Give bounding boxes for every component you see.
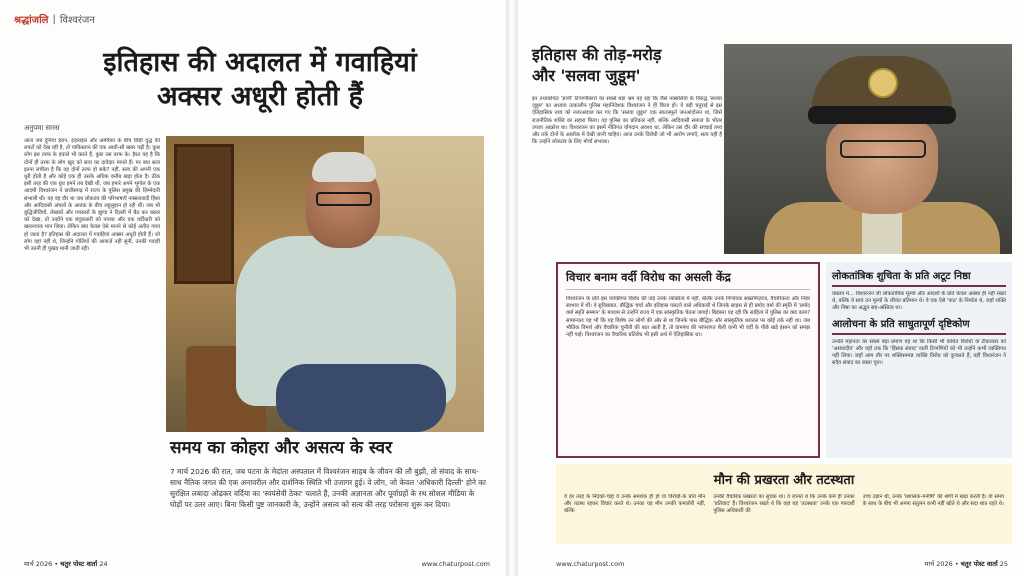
photo-officer-glasses xyxy=(840,140,926,158)
folio-magazine: चतुर पोस्ट वार्ता xyxy=(960,560,998,568)
pull-quote: 7 मार्च 2026 की रात, जब पटना के मेदांता अस्पताल में विश्वरंजन साहब के जीवन की लौ बुझी, तो संवाद के साथ-साथ नैतिक जगत की एक अनावरील और दार्शनिक स्थिति भी उजागर हुई। वे लोग, जो केवल 'अधिकारी दिल्ली' होने का सुरक्षित लबादा ओढ़कर वर्दिया का 'स्वयंसेवी ठेका' चलाते हैं, उनकी अज्ञानता और पूर्वाग्रहों के रथ सोशल मीडिया के घोड़ों पर उतर आए। बिना किसी पुष्ट जानकारी के, उन्होंने असत्य को सत्य की तरह परोसना शुरू कर दिया। xyxy=(170,467,486,509)
photo-cap-badge-icon xyxy=(868,68,898,98)
byline: अनुपमा सारस xyxy=(24,124,60,132)
left-subheading: समय का कोहरा और असत्य के स्वर xyxy=(170,438,393,458)
left-column-paragraph: आज जब दुनिया ईरान, इज़राइल और अमेरिका के बीच छिड़ी युद्ध की लपटों को देख रही है, तो पाकिस्तान की एक आधी-सी खबर पढ़ी है। कुछ लोग इस तरफ के हवाले भी करते हैं, कुछ उस तरफ के। हैरत यह है कि दोनों ही तरफ के लोग खुद को सत्य का दावेदार मानते हैं। पर क्या सत्य इतना लचीला है कि वह दोनों तरफ हो सके? नहीं, सत्य की अपनी एक धुरी होती है और कोई एक ही उसके अधिक करीब खड़ा होता है। ठीक इसी तरह की एक धुंध हमने तब देखी थी, जब हमारे अपने भूगोल के एक आदमी विश्वरंजन ने छत्तीसगढ़ में राज्य के पुलिस प्रमुख की ज़िम्मेदारी संभाली थी। यह वह दौर था जब लोकतंत्र की परिभाषाएँ नक्सलवादी हिंसा और आदिवासी अंचलों के आतंक के बीच लहूलुहान हो रही थीं। जब भी बुद्धिजीवियों, लेखकों और पत्रकारों के झुण्ड ने दिल्ली में बैठ कर बस्तर को देखा, तो उन्होंने एक बंदूकधारी को नायक और एक वर्दीधारी को खलनायक मान लिया। लेकिन क्या केवल ऐसे मानने से कोई अतीत न्याय हो जाता है? इतिहास की अदालत में गवाहियां अक्सर अधूरी होती हैं। जो लोग वहां नहीं थे, जिन्होंने गोलियों की आवाज़ें नहीं सुनीं, उनकी गवाही भी उतनी ही पुख्ता मानी जाती रही। xyxy=(24,138,160,253)
left-column-text xyxy=(24,138,160,546)
folio-divider: • xyxy=(954,560,961,568)
bottom-band xyxy=(556,464,1012,544)
right-intro-text xyxy=(532,96,722,246)
right-folio-url[interactable]: www.chaturpost.com xyxy=(556,560,625,568)
side-text-2 xyxy=(832,339,1006,371)
bottom-col-2: उनकी वैचारिक प्रखरता का सूचक था। वे जानते थे कि उनके कर्म ही उनका 'प्रतिवाद' हैं। विश्वरंजन रखते थे कि वहां यह 'तटस्थता' उनके एक पारदर्शी पुलिस अधिकारी की xyxy=(713,494,855,515)
folio-page-number: 25 xyxy=(999,560,1008,568)
left-page xyxy=(0,0,506,576)
folio-divider: • xyxy=(54,560,61,568)
headline-line-2: अक्सर अधूरी होती हैं xyxy=(157,81,363,112)
right-page xyxy=(518,0,1024,576)
photo-hair xyxy=(312,152,376,182)
portrait-photo xyxy=(166,136,484,432)
photo-window xyxy=(174,144,234,284)
right-intro-paragraph: इन तथाकथित 'ज्ञानी' टिप्पणीकारों का सबसे बड़ा भ्रम यह रहा कि जैसे नक्सलियों के विरुद्ध 'सलवा जुडूम' का अध्याय तत्कालीन पुलिस महानिदेशक विश्वरंजन ने ही किया हो। ये बड़ी चतुराई से इस ऐतिहासिक तथ्य को नजरअंदाज कर गए कि 'सलवा जुडूम' एक स्वतःस्फूर्त जनआंदोलन था, जिसे राजनीतिक शक्ति का सहारा मिला। यह पुलिस का प्रतिकार नहीं, बल्कि आदिवासी समाज के भीतर उपजा आक्रोश था। विश्वरंजन का इसमें नीतिगत योगदान अवश्य था, लेकिन उस दौर की सच्चाई तथ्य और तर्क दोनों के आलोक में देखी जानी चाहिए। आज उनके विरोधी जो भी आरोप लगाएँ, सत्य यही है कि उन्होंने लोकतंत्र के लिए मोर्चा संभाला। xyxy=(532,96,722,146)
section-separator: | xyxy=(52,13,56,25)
side-panel xyxy=(826,262,1012,458)
folio-date: मार्च 2026 xyxy=(24,560,53,568)
section-label-tribute: श्रद्धांजलि xyxy=(14,15,49,26)
page-gutter xyxy=(506,0,518,576)
side-paragraph-1: वास्तव में... विश्वरंजन जी लोकतांत्रिक मूल्यों और आदर्शों के प्रति केवल आस्था ही नहीं रखते थे, बल्कि वे स्वयं उन मूल्यों के जीवंत प्रतिमान थे। वे एक ऐसे 'पाठ' के निर्माता थे, जहाँ शक्ति और निष्ठा का अद्भुत सह-अस्तित्व था। xyxy=(832,291,1006,312)
bottom-col-1: वे हर तरह के निंदकों-चाहे वे उनके समर्थक ही हों या विरोधी-के प्रति मौन और तटस्थ रहकर विचार करते थे। उनका यह मौन उनकी कमजोरी नहीं, बल्कि xyxy=(564,494,706,515)
photo-face xyxy=(826,118,938,214)
left-folio-url[interactable]: www.chaturpost.com xyxy=(421,560,490,568)
folio-magazine: चतुर पोस्ट वार्ता xyxy=(60,560,98,568)
bottom-columns xyxy=(564,494,1004,516)
left-folio xyxy=(24,559,108,568)
right-headline xyxy=(532,44,712,86)
folio-date: मार्च 2026 xyxy=(924,560,953,568)
section-label-name: विश्वरंजन xyxy=(59,15,95,26)
folio-page-number: 24 xyxy=(99,560,108,568)
main-headline xyxy=(30,46,490,114)
bottom-title: मौन की प्रखरता और तटस्थता xyxy=(713,473,855,488)
side-title-2: आलोचना के प्रति साधुतापूर्ण दृष्टिकोण xyxy=(832,316,1006,335)
photo-legs xyxy=(276,364,446,432)
officer-photo xyxy=(724,44,1012,254)
right-headline-line-2: और 'सलवा जुडूम' xyxy=(532,66,641,85)
side-paragraph-2: उनकी महानता का सबसे बड़ा प्रमाण यह था कि किसी भी कथित विरोधी या टीकाकार को 'असंवादीय' और यहाँ तक कि 'हिंसक संवाद' वाली टिप्पणियों को भी उन्होंने कभी व्यक्तिगत नहीं लिया। जहाँ आम तौर पर शक्तिसम्पन्न व्यक्ति विरोध को कुचलते हैं, वहीं विश्वरंजन ने सदैव संवाद का रास्ता चुना। xyxy=(832,338,1006,367)
photo-cap-band xyxy=(808,106,956,124)
bottom-col-3: उच्च उड़ान थी, उनके 'प्रशासक-मनीषी' की श्रेणी में खड़ा करती है। वो समय के साथ के बीच भी अपना संतुलन कभी नहीं खोते थे और सदा शांत रहते थे। xyxy=(862,494,1004,508)
box-paragraph: विश्वरंजन के प्रति इस व्यक्तिगत विरोध की जड़ें उनके व्यक्तित्व में नहीं, बल्कि उनके निर्णायक सख्तमिज़ाज, वैचारिकता और निडर स्वभाव में थीं। वे सुविख्यात, बौद्धिक चर्चा और इतिहास पलटने वाले अधिकारी थे जिनके साहस से ही प्रमोद वर्मा की स्मृति में 'प्रमोद वर्मा स्मृति सम्मान' के माध्यम से उन्होंने राज्य में एक सांस्कृतिक चेतना जगाई। बिडंबना यह रही कि साहित्य में पुलिस का क्या काम? सामान्यतः यह भी कि यह विशेष उन लोगों की ओर से था जिनके पास बौद्धिक और सांस्कृतिक धरातल पर कोई तर्क नहीं था। जब भौतिक विमर्श और वैचारिक चुनौती की बात आती है, तो वामपंथ की परंपरागत शैली कभी भी वर्दी के पीछे खड़े इंसान को समझ नहीं पाई। विश्वरंजन का वैचारिक प्रतिरोध भी इसी अर्थ में ऐतिहासिक था। xyxy=(566,296,810,339)
photo-glasses xyxy=(316,192,372,206)
right-folio xyxy=(924,559,1008,568)
box-text xyxy=(566,296,810,342)
side-title-1: लोकतांत्रिक शुचिता के प्रति अटूट निष्ठा xyxy=(832,268,1006,287)
headline-line-1: इतिहास की अदालत में गवाहियां xyxy=(103,47,417,78)
section-strip xyxy=(14,10,95,28)
right-headline-line-1: इतिहास की तोड़-मरोड़ xyxy=(532,45,662,64)
side-text-1 xyxy=(832,291,1006,316)
highlight-box xyxy=(556,262,820,458)
box-title: विचार बनाम वर्दी विरोध का असली केंद्र xyxy=(566,270,810,290)
